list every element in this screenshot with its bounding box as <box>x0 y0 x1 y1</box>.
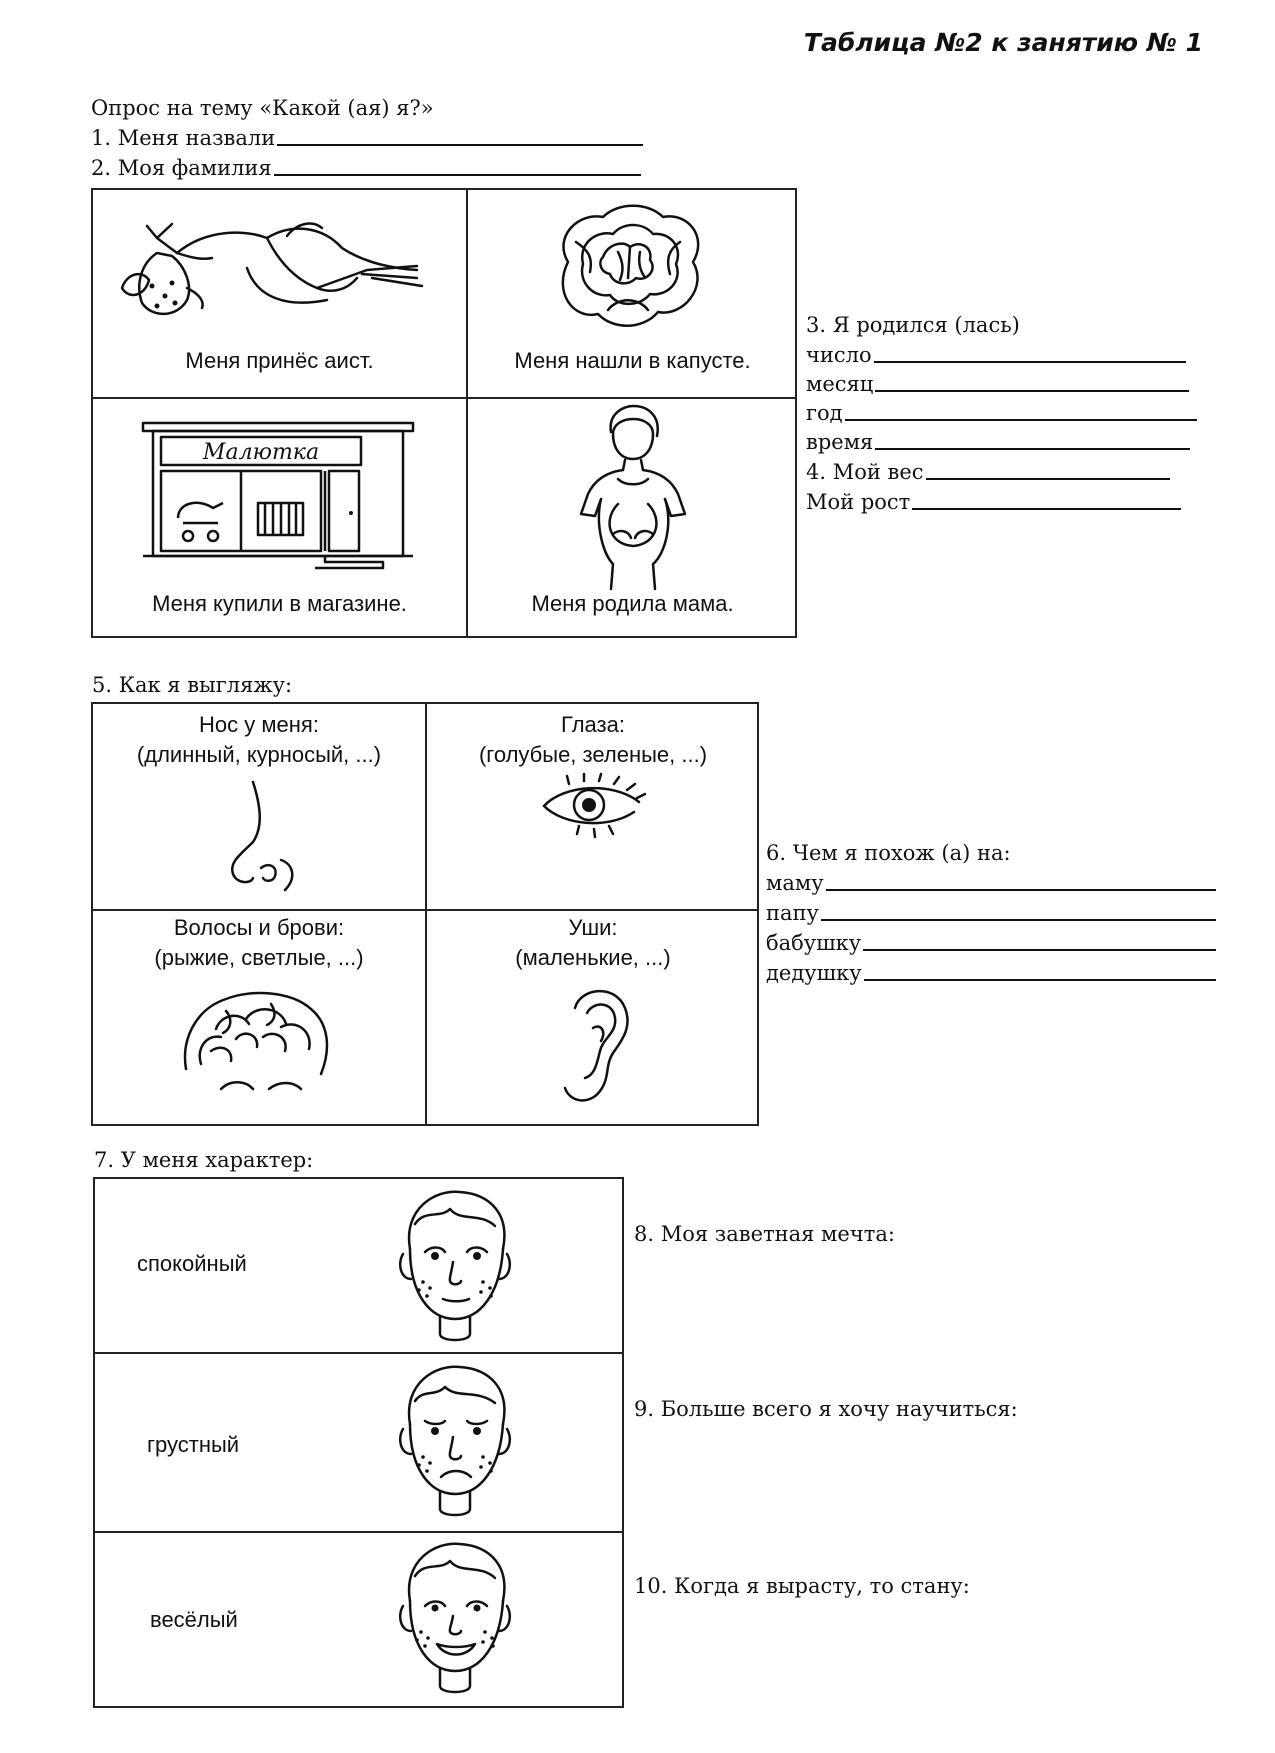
birth-day-row <box>806 345 1186 366</box>
weight-label: 4. Мой вес <box>806 460 924 484</box>
birth-option-mother[interactable] <box>468 399 797 638</box>
surname-field-row <box>91 158 641 179</box>
page-title: Таблица №2 к занятию № 1 <box>803 28 1203 57</box>
birth-month-label: месяц <box>806 372 874 396</box>
happy-face-icon <box>395 1536 515 1701</box>
character-heading: 7. У меня характер: <box>94 1148 314 1172</box>
appearance-ears-cell <box>427 911 759 1126</box>
resemblance-grandma-label: бабушку <box>766 931 862 955</box>
nose-title: Нос у меня: <box>199 712 319 737</box>
height-input-line[interactable] <box>912 508 1181 510</box>
ears-hint: (маленькие, ...) <box>515 945 671 970</box>
hair-icon <box>181 989 331 1099</box>
name-field-row <box>91 128 643 149</box>
appearance-hair-cell <box>93 911 425 1126</box>
height-row <box>806 492 1181 513</box>
shop-sign-text: Малютка <box>202 440 320 465</box>
resemblance-grandpa-label: дедушку <box>766 961 862 985</box>
appearance-nose-cell <box>93 704 425 909</box>
appearance-grid <box>91 702 759 1126</box>
appearance-heading: 5. Как я выгляжу: <box>92 673 293 697</box>
birth-option-cabbage[interactable] <box>468 190 797 397</box>
resemblance-mom-input-line[interactable] <box>826 889 1216 891</box>
eyes-hint: (голубые, зеленые, ...) <box>478 742 708 767</box>
sad-face-icon <box>395 1359 515 1524</box>
weight-input-line[interactable] <box>926 478 1170 480</box>
height-label: Мой рост <box>806 490 911 514</box>
hair-title: Волосы и брови: <box>173 915 345 940</box>
birth-time-input-line[interactable] <box>875 448 1190 450</box>
birth-time-label: время <box>806 430 874 454</box>
character-row-happy[interactable] <box>95 1533 622 1706</box>
surname-input-line[interactable] <box>274 174 641 176</box>
resemblance-mom-row <box>766 873 1216 894</box>
birth-option-caption: Меня принёс аист. <box>185 348 374 373</box>
character-label: спокойный <box>137 1251 247 1276</box>
resemblance-mom-label: маму <box>766 871 824 895</box>
ear-icon <box>555 983 635 1108</box>
name-input-line[interactable] <box>277 144 643 146</box>
learn-question: 9. Больше всего я хочу научиться: <box>634 1397 1018 1421</box>
resemblance-dad-row <box>766 903 1216 924</box>
resemblance-heading: 6. Чем я похож (а) на: <box>766 841 1011 865</box>
dream-question: 8. Моя заветная мечта: <box>634 1222 895 1246</box>
birth-heading: 3. Я родился (лась) <box>806 313 1020 337</box>
eyes-title: Глаза: <box>561 712 625 737</box>
resemblance-grandpa-row <box>766 963 1216 984</box>
surname-label: 2. Моя фамилия <box>91 156 272 180</box>
birth-month-row <box>806 374 1189 395</box>
nose-icon <box>223 782 303 897</box>
birth-option-caption: Меня купили в магазине. <box>152 591 407 616</box>
resemblance-dad-label: папу <box>766 901 819 925</box>
character-row-calm[interactable] <box>95 1179 622 1352</box>
resemblance-dad-input-line[interactable] <box>821 919 1216 921</box>
birth-year-row <box>806 403 1197 424</box>
survey-title: Опрос на тему «Какой (ая) я?» <box>91 96 434 120</box>
birth-day-label: число <box>806 343 872 367</box>
birth-day-input-line[interactable] <box>874 361 1186 363</box>
pregnant-mother-icon <box>573 404 693 589</box>
character-row-sad[interactable] <box>95 1354 622 1531</box>
shop-icon <box>143 423 413 568</box>
character-label: грустный <box>147 1432 240 1457</box>
cabbage-icon <box>548 202 708 332</box>
birth-year-input-line[interactable] <box>845 419 1197 421</box>
ears-title: Уши: <box>568 915 618 940</box>
future-question: 10. Когда я вырасту, то стану: <box>634 1574 970 1598</box>
nose-hint: (длинный, курносый, ...) <box>136 742 382 767</box>
calm-face-icon <box>395 1184 515 1349</box>
stork-icon <box>117 208 437 338</box>
character-table <box>93 1177 624 1708</box>
character-label: весёлый <box>150 1607 238 1632</box>
birth-option-caption: Меня родила мама. <box>531 591 734 616</box>
name-label: 1. Меня назвали <box>91 126 276 150</box>
appearance-eyes-cell <box>427 704 759 909</box>
weight-row <box>806 462 1170 483</box>
birth-option-shop[interactable] <box>93 399 466 638</box>
birth-month-input-line[interactable] <box>875 390 1189 392</box>
resemblance-grandma-row <box>766 933 1216 954</box>
eye-icon <box>539 774 649 839</box>
birth-option-stork[interactable] <box>93 190 466 397</box>
birth-time-row <box>806 432 1190 453</box>
birth-year-label: год <box>806 401 843 425</box>
hair-hint: (рыжие, светлые, ...) <box>154 945 364 970</box>
resemblance-grandpa-input-line[interactable] <box>864 979 1216 981</box>
birth-option-caption: Меня нашли в капусте. <box>514 348 751 373</box>
birth-options-grid <box>91 188 797 638</box>
resemblance-grandma-input-line[interactable] <box>863 949 1216 951</box>
